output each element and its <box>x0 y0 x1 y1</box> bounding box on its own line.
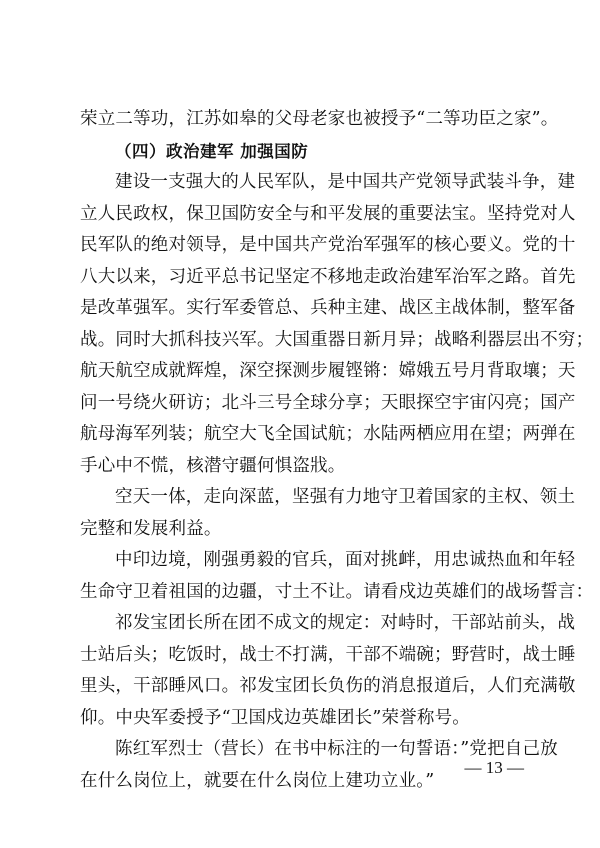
text-line: 战。同时大抓科技兴军。大国重器日新月异；战略利器层出不穷； <box>80 329 594 350</box>
text-line: 问一号绕火研访；北斗三号全球分享；天眼探空宇宙闪亮；国产 <box>80 392 576 413</box>
text-line: 航天航空成就辉煌，深空探测步履铿锵：嫦娥五号月背取壤；天 <box>80 361 576 381</box>
text-line: 祁发宝团长所在团不成文的规定：对峙时，干部站前头，战 <box>115 613 576 633</box>
text-line: 生命守卫着祖国的边疆，寸土不让。请看戍边英雄们的战场誓言： <box>80 581 594 602</box>
page-number: — 13 — <box>464 758 524 777</box>
text-line: 八大以来，习近平总书记坚定不移地走政治建军治军之路。首先 <box>80 266 576 287</box>
text-line: 航母海军列装；航空大飞全国试航；水陆两栖应用在望；两弹在 <box>80 424 576 444</box>
text-line: 完整和发展利益。 <box>80 518 222 539</box>
text-line: 立人民政权，保卫国防安全与和平发展的重要法宝。坚持党对人 <box>80 203 576 224</box>
text-line: 民军队的绝对领导，是中国共产党治军强军的核心要义。党的十 <box>80 235 576 255</box>
text-line: 手心中不慌，核潜守疆何惧盗戕。 <box>80 455 346 476</box>
text-line: 在什么岗位上，就要在什么岗位上建功立业。” <box>80 770 435 791</box>
body-text <box>80 104 594 797</box>
text-line: 建设一支强大的人民军队，是中国共产党领导武装斗争，建 <box>115 172 576 192</box>
text-line: 中印边境，刚强勇毅的官兵，面对挑衅，用忠诚热血和年轻 <box>115 550 576 570</box>
text-line: 里头，干部睡风口。祁发宝团长负伤的消息报道后，人们充满敬 <box>80 676 576 696</box>
section-heading: （四）政治建军 加强国防 <box>115 141 309 161</box>
text-line: 空天一体，走向深蓝，坚强有力地守卫着国家的主权、领土 <box>115 487 576 507</box>
text-line: 仰。中央军委授予“卫国戍边英雄团长”荣誉称号。 <box>80 707 470 728</box>
text-line: 是改革强军。实行军委管总、兵种主建、战区主战体制，整军备 <box>80 298 576 318</box>
text-line: 士站后头；吃饭时，战士不打满，干部不端碗；野营时，战士睡 <box>80 644 576 665</box>
text-line: 荣立二等功，江苏如皋的父母老家也被授予“二等功臣之家”。 <box>80 109 559 129</box>
text-line: 陈红军烈士（营长）在书中标注的一句誓语：”党把自己放 <box>115 739 558 759</box>
